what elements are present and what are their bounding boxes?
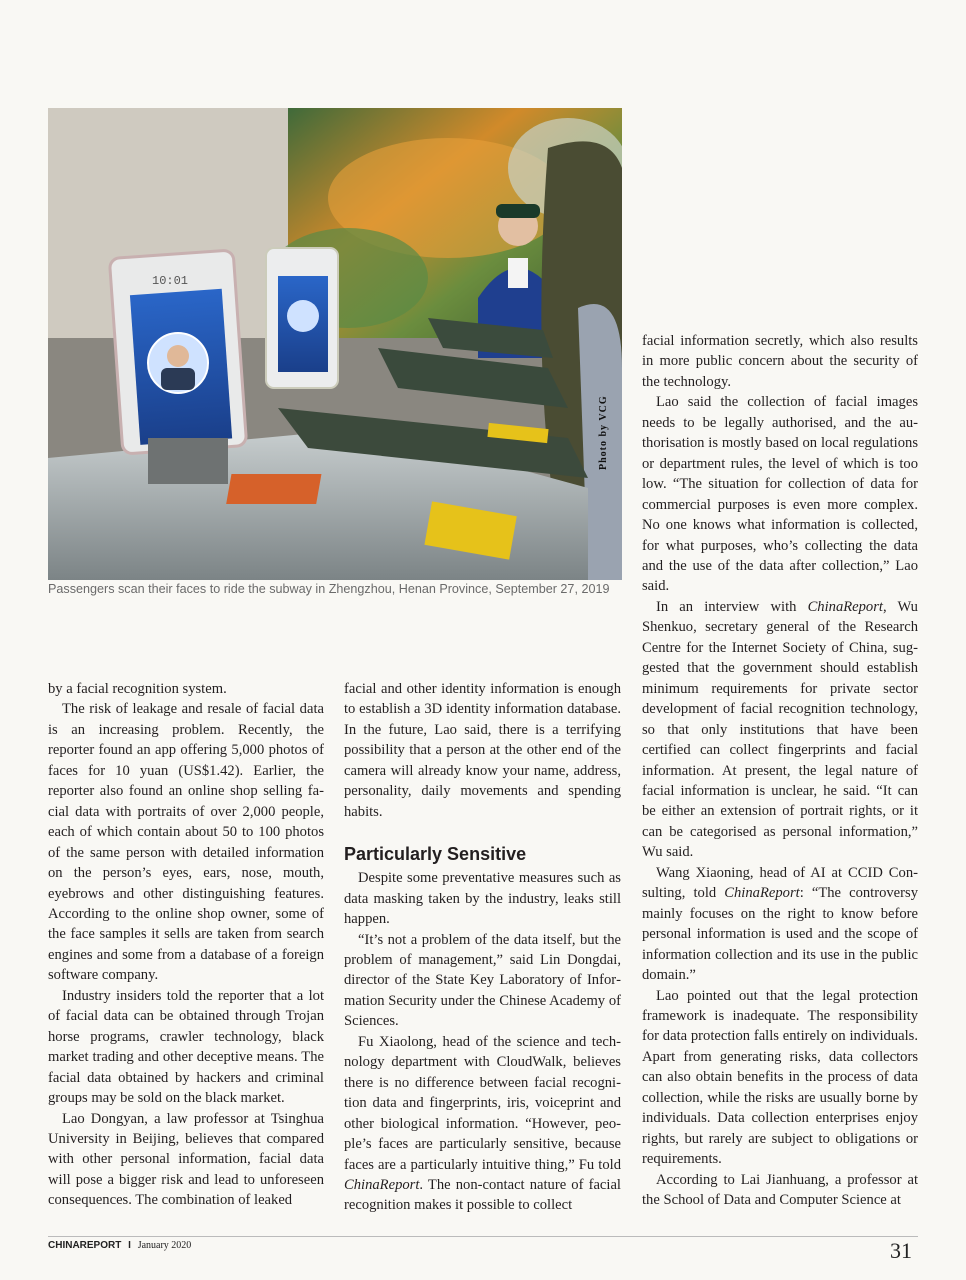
magazine-name: CHINAREPORT (48, 1240, 122, 1251)
subway-photo (48, 108, 622, 580)
paragraph: According to Lai Jianhuang, a professor at the School of Data and Computer Science at (642, 1171, 918, 1209)
paragraph: “It’s not a problem of the data itself, but the problem of management,” said Lin Dongdai, director of the State Key Laboratory of Information Security under the Chinese Academy of Sciences. (344, 931, 621, 1030)
paragraph: facial information secretly, which also results in more public concern about the security of the technology. (642, 333, 918, 390)
paragraph: by a facial recognition system. (48, 681, 227, 697)
publication-name: ChinaReport (807, 598, 883, 615)
footer-divider (48, 1236, 918, 1237)
tablet-clock: 10:01 (152, 274, 189, 288)
photo-caption: Passengers scan their faces to ride the subway in Zhengzhou, Henan Province, September 27, 2019 (48, 582, 610, 596)
page-footer (48, 1240, 191, 1251)
paragraph: Lao Dongyan, a law professor at Tsinghua University in Beijing, believes that compared with other personal information, facial data will pose a bigger risk and lead to unforeseen consequences. The combination of leaked (48, 1110, 324, 1209)
paragraph: Lao pointed out that the legal protection framework is inadequate. The responsibility for data protection falls entirely on individuals. Apart from generating risks, data collectors can also obtain benefits in the process of data collection, while the risks are usually borne by individuals. Data collection enterprises enjoy rights, but rarely are subject to obligations or requirements. (642, 987, 918, 1168)
paragraph: Wang Xiaoning, head of AI at CCID Consulting, told ChinaReport: “The controversy mainly focuses on the right to know before personal information is used and the scope of information collection and its use in the public domain.” (642, 864, 918, 984)
paragraph: Despite some preventative measures such as data masking taken by the industry, leaks still happen. (344, 870, 621, 928)
paragraph: facial and other identity information is enough to establish a 3D identity information database. In the future, Lao said, there is a terrifying possibility that a person at the other end of the camera will already know your name, address, personality, daily movements and spending habits. (344, 681, 621, 820)
article-column-3 (642, 331, 918, 1210)
section-heading: Particularly Sensitive (344, 844, 527, 865)
paragraph: In an interview with ChinaReport, Wu Shenkuo, secretary general of the Research Centre for the Internet Society of China, suggested that the government should establish minimum requirements for private sector development of facial recognition technology, so that only institutions that have been certified can collect fingerprints and facial information. At present, the legal nature of facial information is unclear, he said. “It can be either an extension of portrait rights, or it can be categorised as personal information,” Wu said. (642, 598, 918, 861)
article-column-2 (344, 679, 621, 1216)
publication-name: ChinaReport (344, 1176, 420, 1193)
issue-date: January 2020 (137, 1240, 192, 1251)
photo-credit (598, 456, 609, 470)
paragraph: Lao said the collection of facial images needs to be legally authorised, and the authorisation is mostly based on local regulations or department rules, the level of which is too low. “The situation for collection of data for commercial purposes is even more complex. No one knows what information is collected, for what purposes, who’s collecting the data and the use of the data after collection,” Lao said. (642, 394, 918, 595)
paragraph: The risk of leakage and resale of facial data is an increasing problem. Recently, the reporter found an app offering 5,000 photos of faces for 10 yuan (US$1.42). Earlier, the reporter also found an online shop selling facial data with portraits of over 2,000 people, each of which contain about 50 to 100 photos of the same person with detailed information on the person’s eyes, ears, nose, mouth, eyebrows and other distinguishing features. According to the online shop owner, some of the face samples it sells are taken from search engines and some from a database of a foreign software company. (48, 701, 324, 984)
subway-gates-illustration (48, 108, 622, 580)
footer-separator: I (128, 1240, 131, 1251)
page-number: 31 (890, 1238, 912, 1263)
article-column-1 (48, 679, 324, 1211)
paragraph: Fu Xiaolong, head of the science and technology department with CloudWalk, believes there is no difference between facial recognition data and fingerprints, iris, voiceprint and other biological information. “However, people’s faces are particularly sensitive, because faces are a particularly intuitive thing,” Fu told ChinaReport. The non-contact nature of facial recognition makes it possible to collect (344, 1033, 621, 1214)
paragraph: Industry insiders told the reporter that a lot of facial data can be obtained through Trojan horse programs, crawler technology, black market trading and other deceptive means. The facial data obtained by hackers and criminal groups may be sold on the black market. (48, 987, 324, 1107)
publication-name: ChinaReport (724, 885, 800, 902)
